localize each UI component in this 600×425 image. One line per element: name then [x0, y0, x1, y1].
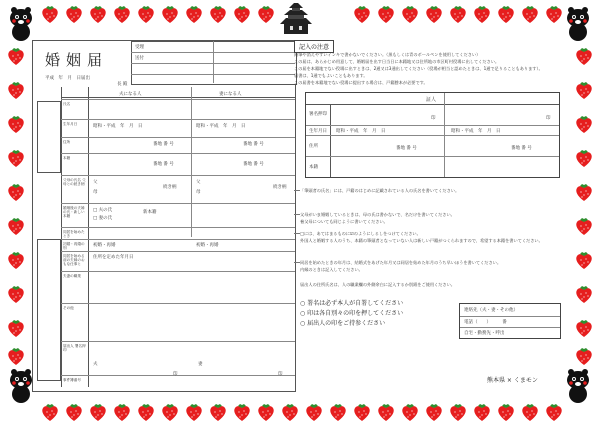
row-label: 生年月日	[63, 122, 78, 126]
husband-address-number: 番地 番 号	[153, 142, 174, 147]
wife-address-number: 番地 番 号	[243, 142, 264, 147]
note-line: この届書を本籍地でない役場に提出する場合は、戸籍謄本が必要です。	[294, 80, 428, 85]
strawberry-icon	[184, 402, 204, 422]
footer-brand: 熊本県 × くまモン	[487, 377, 538, 384]
strawberry-icon	[6, 318, 26, 338]
strawberry-icon	[400, 402, 420, 422]
strawberry-icon	[448, 4, 468, 24]
wife-seal: 印	[278, 372, 283, 377]
warning-bring-seal: ○ 届出人の印をご持参ください	[300, 320, 386, 327]
strawberry-icon	[6, 114, 26, 134]
witness-birth: 昭和・平成 年 月 日	[451, 129, 501, 134]
strawberry-icon	[544, 402, 564, 422]
witness-row-label: 本籍	[309, 165, 318, 170]
witness-row-label: 生年月日	[309, 129, 327, 134]
note-line: この届を本籍地でない役場に出すときは、2通又は3通出してください（役場が相当と認めたときは、1通で足りることもあります）。	[294, 66, 543, 71]
note-line: 鉛筆や消えやすいインキで書かないでください。（黒もしくは青のボールペンを使用してください）	[294, 52, 481, 57]
strawberry-icon	[574, 284, 594, 304]
strawberry-icon	[256, 4, 276, 24]
strawberry-icon	[376, 402, 396, 422]
row-divider	[61, 271, 295, 272]
wife-birthdate: 昭和・平成 年 月 日	[196, 124, 246, 129]
strawberry-icon	[6, 182, 26, 202]
kumamon-mascot-icon	[6, 6, 36, 42]
strawberry-icon	[448, 402, 468, 422]
strawberry-icon	[496, 402, 516, 422]
strawberry-icon	[6, 216, 26, 236]
strawberry-icon	[208, 402, 228, 422]
strawberry-icon	[574, 80, 594, 100]
strawberry-icon	[574, 250, 594, 270]
mayor-suffix: 長 殿	[117, 82, 128, 87]
husband-father-label: 父	[93, 180, 98, 185]
row-divider	[61, 153, 295, 154]
side-note: 父母がいま婚姻しているときは、母の氏は書かないで、名だけを書いてください。	[300, 212, 455, 217]
strawberry-icon	[496, 4, 516, 24]
wife-relation: 続き柄	[273, 185, 287, 190]
strawberry-icon	[88, 4, 108, 24]
side-note: 同居を始めたときの年月は、結婚式をあげた年月又は同居を始めた年月のうち早いほうを書いてください。	[300, 260, 502, 265]
form-title: 婚姻届	[45, 51, 109, 69]
strawberry-icon	[160, 4, 180, 24]
strawberry-icon	[64, 4, 84, 24]
witness-address-number: 番地 番 号	[396, 146, 417, 151]
strawberry-icon	[544, 4, 564, 24]
filing-date: 平成 年 月 日届出	[45, 76, 90, 81]
side-note: 養父母についても同じように書いてください。	[300, 219, 388, 224]
notes-heading: 記入の注意	[294, 40, 334, 53]
note-line: 届書は、1通でもよいこともあります。	[294, 73, 368, 78]
row-divider	[61, 119, 295, 120]
strawberry-icon	[40, 402, 60, 422]
wife-remarriage: 初婚・再婚	[196, 243, 219, 248]
strawberry-icon	[136, 4, 156, 24]
strawberry-icon	[472, 402, 492, 422]
witness-address-number: 番地 番 号	[511, 146, 532, 151]
side-note: □には、あてはまるものに☑のようにしるしをつけてください。	[300, 231, 421, 236]
row-label: 夫妻の職業	[63, 274, 81, 278]
castle-icon	[276, 2, 316, 36]
witness-table	[305, 92, 560, 178]
strawberry-icon	[352, 4, 372, 24]
warning-signature: ○ 署名は必ず本人が自署してください	[300, 300, 404, 307]
husband-column-header: 夫になる人	[119, 92, 142, 97]
strawberry-icon	[160, 402, 180, 422]
wife-father-label: 父	[196, 180, 201, 185]
contact-home: 自宅・勤務先・呼出	[464, 331, 505, 336]
witness-row-label: 署名押印	[309, 112, 327, 117]
husband-birthdate: 昭和・平成 年 月 日	[93, 124, 143, 129]
sent-label: 送付	[135, 56, 144, 61]
witness-birth: 昭和・平成 年 月 日	[336, 129, 386, 134]
strawberry-icon	[88, 402, 108, 422]
witness-row-label: 住所	[309, 144, 318, 149]
strawberry-icon	[232, 4, 252, 24]
husband-seal: 印	[173, 372, 178, 377]
husband-remarriage: 初婚・再婚	[93, 243, 116, 248]
strawberry-icon	[574, 148, 594, 168]
strawberry-icon	[112, 402, 132, 422]
row-label: 届出人 署名押印	[63, 344, 86, 352]
row-label: 本籍	[63, 156, 71, 160]
row-divider	[61, 375, 295, 376]
strawberry-icon	[6, 46, 26, 66]
strawberry-icon	[328, 402, 348, 422]
side-note: 外国人と婚姻する人のうち、本籍の筆頭者となっていない人は新しい戸籍がつくられますので、希望する本籍を書いてください。	[300, 238, 543, 243]
strawberry-icon	[376, 4, 396, 24]
strawberry-icon	[424, 4, 444, 24]
strawberry-icon	[6, 284, 26, 304]
wife-mother-label: 母	[196, 190, 201, 195]
strawberry-icon	[64, 402, 84, 422]
domicile-fixed-label: 住所を定めた年月日	[93, 255, 134, 260]
registration-form-table	[32, 40, 296, 392]
strawberry-icon	[40, 4, 60, 24]
row-label: 事件簿番号	[63, 378, 81, 382]
row-divider	[61, 341, 295, 342]
strawberry-icon	[208, 4, 228, 24]
stamp-column-lower	[37, 239, 61, 381]
strawberry-icon	[6, 80, 26, 100]
row-divider	[61, 203, 295, 204]
wife-surname-checkbox: □ 妻の氏	[93, 216, 113, 221]
row-label: 同居を始めたとき	[63, 230, 85, 238]
row-label: 初婚・再婚の別	[63, 242, 85, 250]
strawberry-icon	[304, 402, 324, 422]
row-divider	[61, 137, 295, 138]
strawberry-icon	[232, 402, 252, 422]
strawberry-icon	[424, 402, 444, 422]
strawberry-icon	[574, 114, 594, 134]
strawberry-icon	[574, 346, 594, 366]
kumamon-mascot-icon	[563, 6, 593, 42]
strawberry-icon	[112, 4, 132, 24]
strawberry-icon	[352, 402, 372, 422]
notes-section	[294, 40, 564, 100]
warning-seal: ○ 印は各自別々の印を押してください	[300, 310, 404, 317]
strawberry-icon	[6, 148, 26, 168]
stamp-column	[37, 101, 61, 173]
row-divider	[61, 251, 295, 252]
wife-domicile-number: 番地 番 号	[243, 162, 264, 167]
received-label: 受理	[135, 45, 144, 50]
row-label: 父母の氏名 父母との続き柄	[63, 178, 86, 186]
strawberry-icon	[136, 402, 156, 422]
strawberry-icon	[574, 318, 594, 338]
row-label: その他	[63, 306, 74, 310]
strawberry-icon	[520, 402, 540, 422]
strawberry-icon	[184, 4, 204, 24]
new-domicile-label: 新本籍	[143, 210, 157, 215]
witness-title: 証人	[426, 97, 437, 103]
row-divider	[61, 227, 295, 228]
note-line: この届は、あらかじめ用意して、婚姻届を出す日当日に本籍地又は住所地の市区町村役場に出してください。	[294, 59, 500, 64]
side-note: 届出人の住所氏名は、人の職業欄の外側余白に記入するか別紙をご使用ください。	[300, 282, 455, 287]
side-note: 「筆頭者の氏名」には、戸籍のはじめに記載されている人の氏名を書いてください。	[300, 188, 460, 193]
husband-mother-label: 母	[93, 190, 98, 195]
witness-seal: 印	[546, 116, 551, 121]
row-label: 婚姻後の夫婦の氏・新しい本籍	[63, 206, 85, 218]
row-label: 住所	[63, 140, 71, 144]
contact-box	[459, 303, 561, 339]
husband-domicile-number: 番地 番 号	[153, 162, 174, 167]
strawberry-icon	[472, 4, 492, 24]
strawberry-icon	[6, 346, 26, 366]
strawberry-icon	[574, 182, 594, 202]
side-note: 内縁のときは記入してください。	[300, 267, 363, 272]
row-divider	[61, 175, 295, 176]
wife-sign-label: 妻	[198, 362, 203, 367]
strawberry-icon	[400, 4, 420, 24]
row-divider	[61, 239, 295, 240]
witness-seal: 印	[431, 116, 436, 121]
strawberry-icon	[256, 402, 276, 422]
strawberry-icon	[574, 216, 594, 236]
strawberry-icon	[520, 4, 540, 24]
husband-surname-checkbox: □ 夫の氏	[93, 208, 113, 213]
contact-label: 連絡先（夫・妻・その他）	[464, 308, 518, 313]
kumamon-mascot-icon	[563, 368, 593, 404]
strawberry-icon	[574, 46, 594, 66]
husband-relation: 続き柄	[163, 185, 177, 190]
strawberry-icon	[6, 250, 26, 270]
row-divider	[61, 303, 295, 304]
row-divider	[61, 99, 295, 100]
husband-sign-label: 夫	[93, 362, 98, 367]
contact-phone: 電話（ ） 番	[464, 320, 507, 325]
wife-column-header: 妻になる人	[219, 92, 242, 97]
strawberry-icon	[280, 402, 300, 422]
row-label: 氏名	[63, 102, 71, 106]
row-label: 同居を始める前の夫婦のおもな仕事と	[63, 254, 85, 266]
